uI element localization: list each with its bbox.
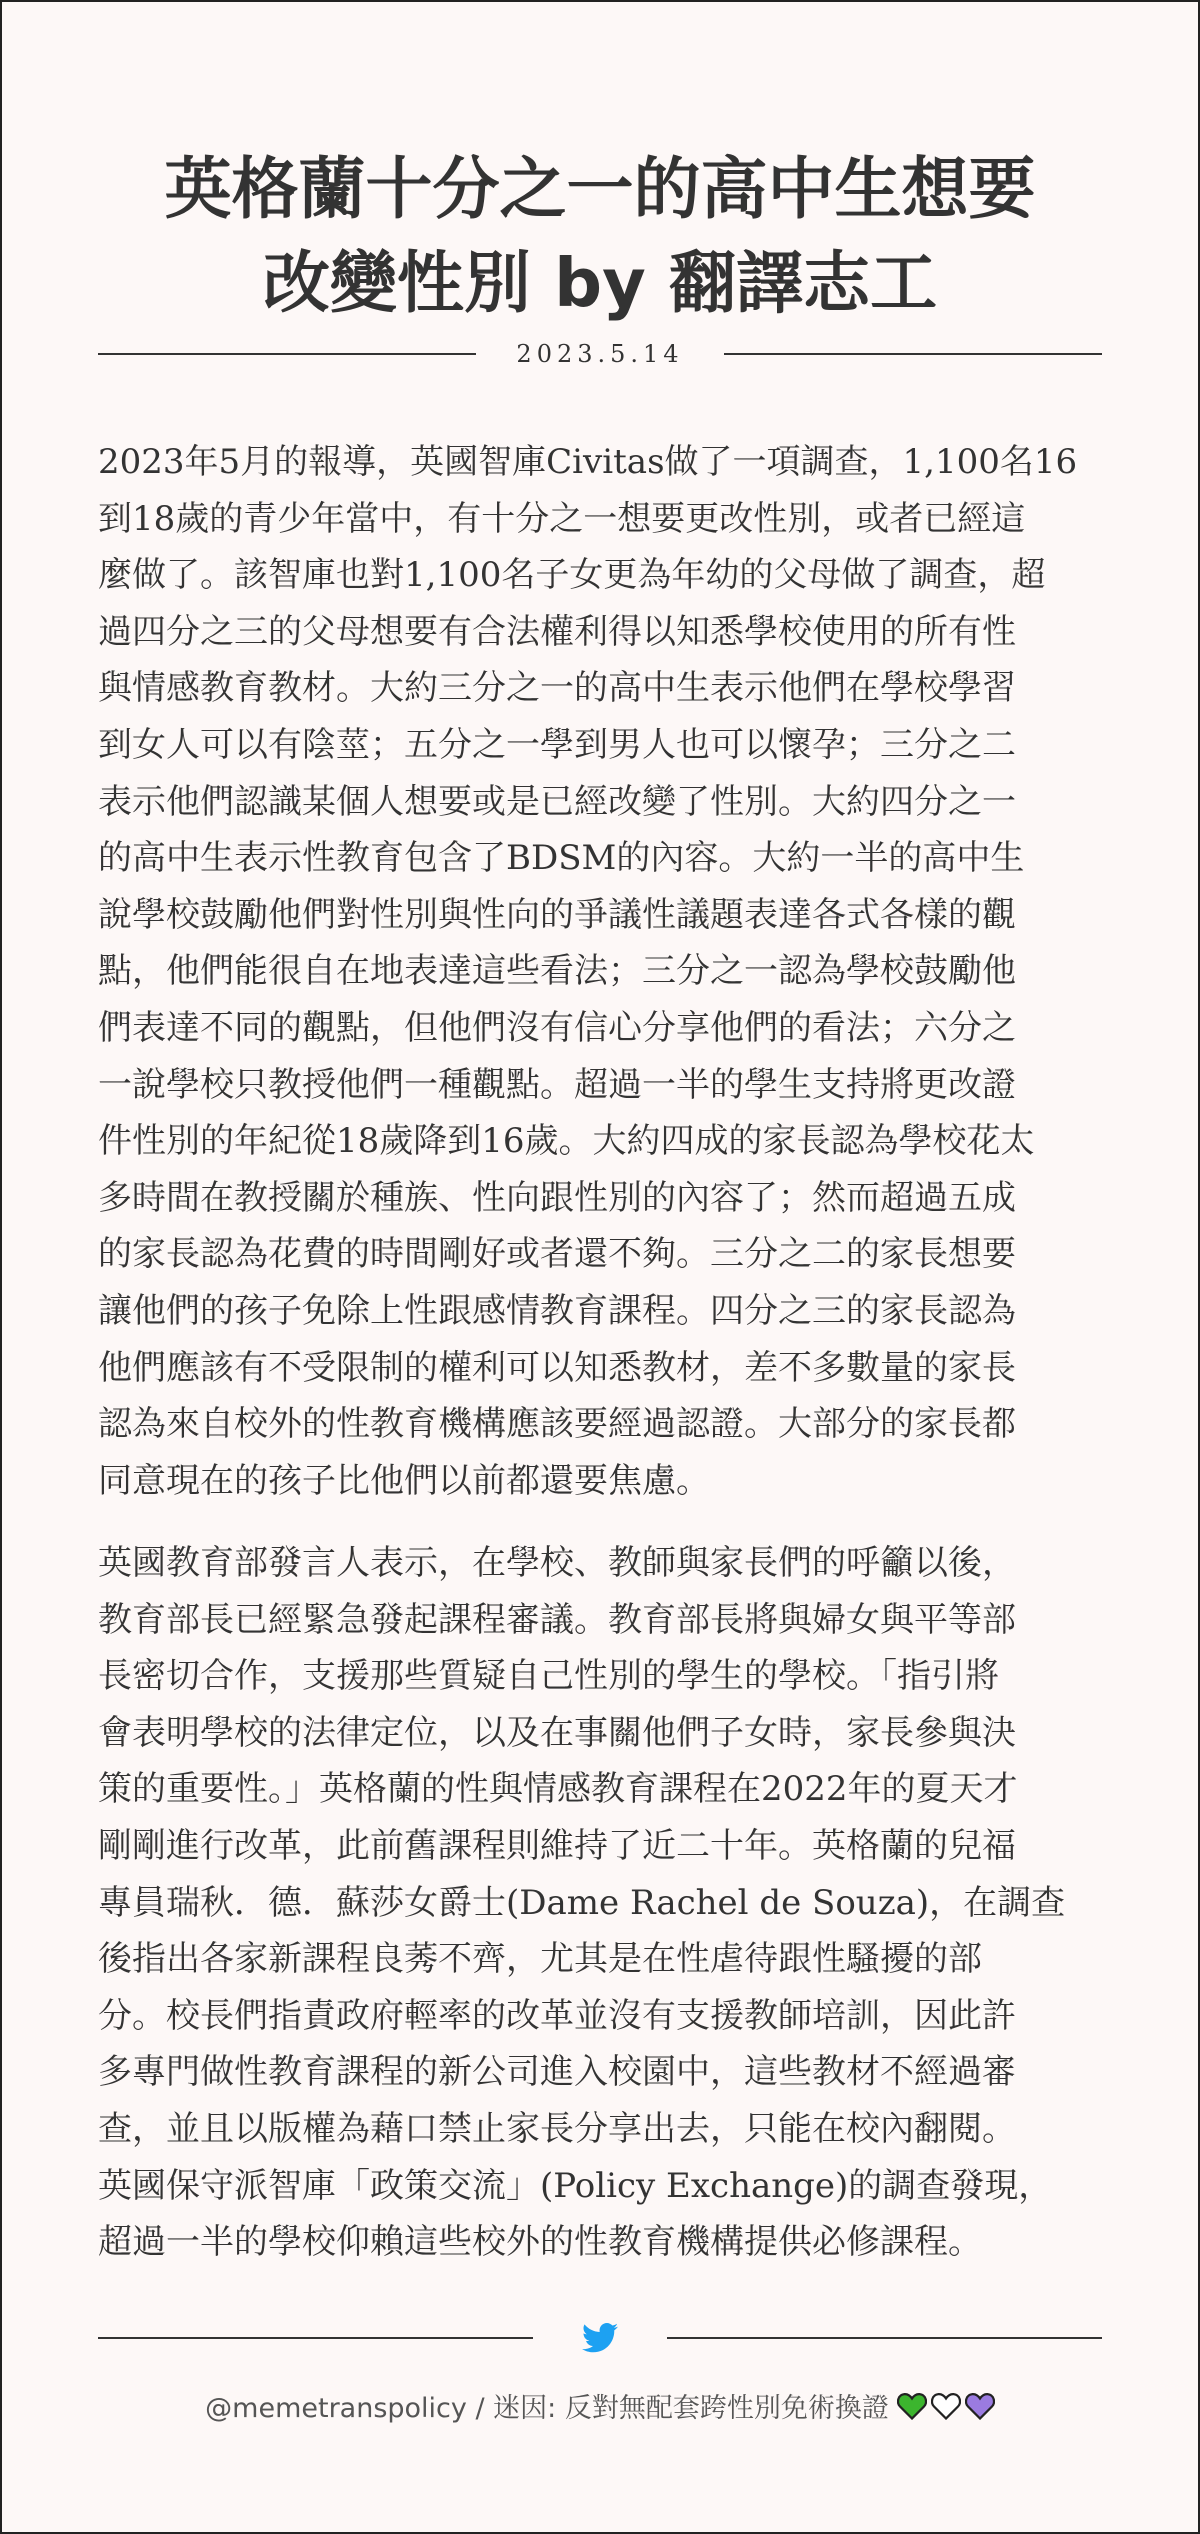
page-title <box>60 142 1140 330</box>
footer-credit <box>60 2386 1140 2425</box>
paragraph-line: 同意現在的孩子比他們以前都還要焦慮。 <box>98 1460 710 1501</box>
footer-divider-left <box>98 2337 533 2339</box>
publish-date: 2023.5.14 <box>516 340 684 368</box>
paragraph-line: 到女人可以有陰莖；五分之一學到男人也可以懷孕；三分之二 <box>98 724 1016 765</box>
divider-left <box>98 353 476 355</box>
divider-right <box>724 353 1102 355</box>
paragraph-line: 查，並且以版權為藉口禁止家長分享出去，只能在校內翻閱。 <box>98 2108 1016 2149</box>
date-row <box>98 336 1102 372</box>
body-paragraph-2 <box>98 1535 1102 2271</box>
body-paragraph-1 <box>98 434 1102 1509</box>
paragraph-line: 分。校長們指責政府輕率的改革並沒有支援教師培訓，因此許 <box>98 1995 1016 2036</box>
paragraph-line: 與情感教育教材。大約三分之一的高中生表示他們在學校學習 <box>98 668 1016 709</box>
paragraph-line: 過四分之三的父母想要有合法權利得以知悉學校使用的所有性 <box>98 611 1016 652</box>
paragraph-line: 表示他們認識某個人想要或是已經改變了性別。大約四分之一 <box>98 781 1016 822</box>
white-heart-icon <box>931 2392 961 2420</box>
paragraph-line: 件性別的年紀從18歲降到16歲。大約四成的家長認為學校花太 <box>98 1121 1035 1162</box>
paragraph-line: 麼做了。該智庫也對1,100名子女更為年幼的父母做了調查，超 <box>98 555 1046 596</box>
green-heart-icon <box>897 2392 927 2420</box>
paragraph-line: 他們應該有不受限制的權利可以知悉教材，差不多數量的家長 <box>98 1347 1016 1388</box>
paragraph-line: 們表達不同的觀點，但他們沒有信心分享他們的看法；六分之 <box>98 1007 1016 1048</box>
paragraph-line: 會表明學校的法律定位，以及在事關他們子女時，家長參與決 <box>98 1712 1016 1753</box>
paragraph-line: 到18歲的青少年當中，有十分之一想要更改性別，或者已經這 <box>98 498 1026 539</box>
paragraph-line: 一說學校只教授他們一種觀點。超過一半的學生支持將更改證 <box>98 1064 1016 1105</box>
paragraph-line: 剛剛進行改革，此前舊課程則維持了近二十年。英格蘭的兒福 <box>98 1825 1016 1866</box>
paragraph-line: 英國保守派智庫「政策交流」(Policy Exchange)的調查發現， <box>98 2165 1053 2206</box>
paragraph-line: 點，他們能很自在地表達這些看法；三分之一認為學校鼓勵他 <box>98 951 1016 992</box>
paragraph-line: 讓他們的孩子免除上性跟感情教育課程。四分之三的家長認為 <box>98 1290 1016 1331</box>
paragraph-line: 專員瑞秋．德．蘇莎女爵士(Dame Rachel de Souza)，在調查 <box>98 1882 1066 1923</box>
purple-heart-icon <box>965 2392 995 2420</box>
title-line-1: 英格蘭十分之一的高中生想要 <box>164 150 1036 228</box>
title-line-2: 改變性別 by 翻譯志工 <box>262 244 938 322</box>
paragraph-line: 教育部長已經緊急發起課程審議。教育部長將與婦女與平等部 <box>98 1599 1016 1640</box>
paragraph-line: 的家長認為花費的時間剛好或者還不夠。三分之二的家長想要 <box>98 1234 1016 1275</box>
footer-divider-right <box>667 2337 1102 2339</box>
hearts <box>897 2392 995 2420</box>
footer-divider-row <box>98 2318 1102 2358</box>
paragraph-line: 策的重要性。」英格蘭的性與情感教育課程在2022年的夏天才 <box>98 1769 1018 1810</box>
paragraph-line: 的高中生表示性教育包含了BDSM的內容。大約一半的高中生 <box>98 838 1025 879</box>
paragraph-line: 說學校鼓勵他們對性別與性向的爭議性議題表達各式各樣的觀 <box>98 894 1016 935</box>
paragraph-line: 長密切合作，支援那些質疑自己性別的學生的學校。「指引將 <box>98 1656 999 1697</box>
twitter-bird-icon <box>533 2323 667 2353</box>
paragraph-line: 後指出各家新課程良莠不齊，尤其是在性虐待跟性騷擾的部 <box>98 1939 982 1980</box>
paragraph-line: 超過一半的學校仰賴這些校外的性教育機構提供必修課程。 <box>98 2222 982 2263</box>
paragraph-line: 認為來自校外的性教育機構應該要經過認證。大部分的家長都 <box>98 1404 1016 1445</box>
paragraph-line: 多時間在教授關於種族、性向跟性別的內容了；然而超過五成 <box>98 1177 1016 1218</box>
paragraph-line: 多專門做性教育課程的新公司進入校園中，這些教材不經過審 <box>98 2052 1016 2093</box>
credit-text: @memetranspolicy / 迷因: 反對無配套跨性別免術換證 <box>205 2393 889 2424</box>
paragraph-line: 英國教育部發言人表示，在學校、教師與家長們的呼籲以後， <box>98 1543 1016 1583</box>
paragraph-line: 2023年5月的報導，英國智庫Civitas做了一項調查，1,100名16 <box>98 442 1078 482</box>
